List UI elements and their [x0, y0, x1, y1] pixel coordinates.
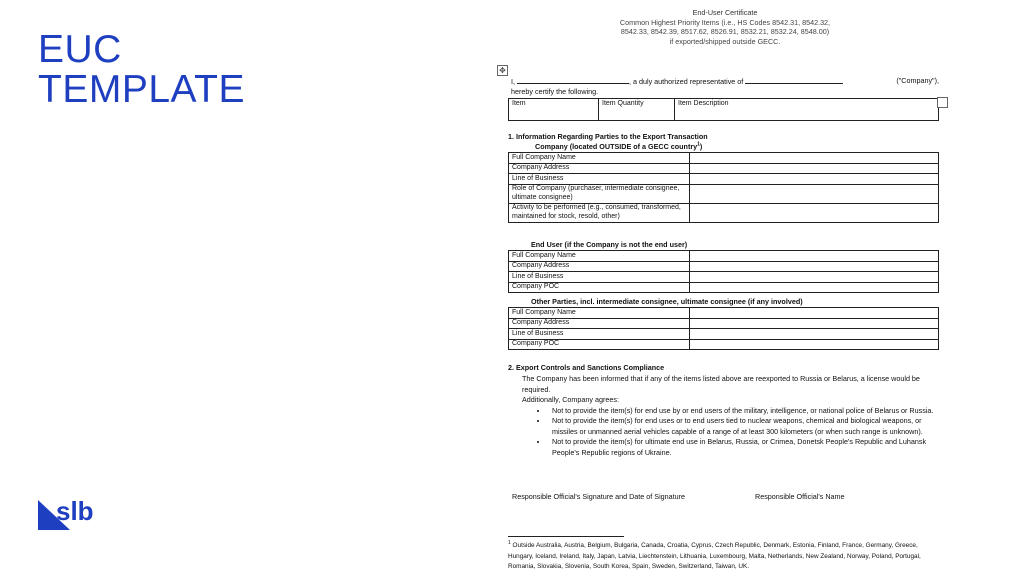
doc-header-line-2: 8542.33, 8542.39, 8517.62, 8526.91, 8532.21, 8532.24, 8548.00) [620, 27, 830, 36]
row-value[interactable] [690, 308, 939, 319]
table-row [509, 184, 939, 203]
table-row [509, 153, 939, 164]
cert-mid: , a duly authorized representative of [629, 77, 744, 86]
section-2-heading: 2. Export Controls and Sanctions Compliance [508, 363, 665, 372]
row-value[interactable] [690, 318, 939, 329]
row-value[interactable] [690, 261, 939, 272]
footnote-mark: 1 [508, 539, 511, 546]
table-resize-handle-icon[interactable] [937, 97, 948, 108]
doc-header-line-1: Common Highest Priority Items (i.e., HS Codes 8542.31, 8542.32, [619, 17, 831, 27]
items-table [508, 98, 939, 121]
row-value[interactable] [690, 153, 939, 164]
section-1-heading: 1. Information Regarding Parties to the Export Transaction [508, 132, 708, 141]
row-label: Company POC [509, 282, 690, 293]
company-blank-line[interactable] [745, 76, 843, 84]
footnote-divider [508, 536, 624, 537]
table-row [509, 163, 939, 174]
row-label: Line of Business [509, 174, 690, 185]
other-parties-subtitle-text: Other Parties, incl. intermediate consignee, ultimate consignee (if any involved) [531, 297, 803, 306]
row-value[interactable] [690, 339, 939, 350]
end-user-subtitle [508, 240, 939, 250]
row-value[interactable] [690, 203, 939, 222]
other-parties-table [508, 307, 939, 350]
title-line-2: TEMPLATE [38, 68, 245, 111]
cert-prefix: I, [511, 77, 515, 86]
official-name-label: Responsible Official's Name [755, 492, 845, 501]
logo-text: slb [56, 496, 94, 526]
footnote-text: Outside Australia, Austria, Belgium, Bulgaria, Canada, Croatia, Cyprus, Czech Republic, Denmark, Estonia, Finland, France, Germany, Greece, Hungary, Iceland, Ireland, Italy, Japan, Latvia, Liechtenstein, Lithuania, Luxembourg, Malta, Netherlands, New Zealand, Norway, Poland, Portugal, Romania, Slovakia, Slovenia, South Korea, Spain, Sweden, Switzerland, Taiwan, UK. [508, 542, 921, 570]
row-value[interactable] [690, 282, 939, 293]
section-1-title [508, 132, 939, 142]
footnote [508, 541, 944, 573]
company-subtitle-text: Company (located OUTSIDE of a GECC country [535, 142, 698, 151]
table-row [509, 308, 939, 319]
agreement-list [522, 406, 940, 459]
other-parties-subtitle [508, 297, 939, 307]
section-2-body [522, 374, 940, 458]
row-label: Company POC [509, 339, 690, 350]
certification-statement [511, 76, 939, 97]
row-value[interactable] [690, 174, 939, 185]
company-table [508, 152, 939, 223]
table-row [509, 272, 939, 283]
doc-header-line-3: if exported/shipped outside GECC. [669, 36, 781, 46]
cert-suffix: ("Company"), [896, 76, 939, 85]
row-label: Company Address [509, 261, 690, 272]
footnote-ref: 1 [697, 141, 700, 148]
table-move-handle-icon[interactable]: ✥ [497, 65, 508, 76]
row-label: Company Address [509, 163, 690, 174]
table-row [509, 174, 939, 185]
signature-label: Responsible Official's Signature and Date of Signature [512, 492, 686, 501]
document-header [500, 8, 950, 46]
table-row [509, 99, 939, 121]
row-label: Line of Business [509, 272, 690, 283]
row-label: Full Company Name [509, 308, 690, 319]
company-subtitle [508, 142, 939, 152]
cert-line-2: hereby certify the following. [511, 87, 599, 96]
section-2-para-1: The Company has been informed that if any of the items listed above are reexported to Russia or Belarus, a license would be required. [522, 374, 920, 394]
table-row [509, 329, 939, 340]
end-user-subtitle-text: End User (if the Company is not the end user) [531, 240, 688, 249]
section-2-title [508, 363, 939, 373]
items-col-item[interactable]: Item [509, 99, 599, 121]
row-value[interactable] [690, 163, 939, 174]
name-blank-line[interactable] [517, 76, 629, 84]
list-item: • Not to provide the item(s) for ultimate end use in Belarus, Russia, or Crimea, Donetsk People's Republic and Luhansk People's Republic regions of Ukraine. [548, 437, 940, 458]
items-col-quantity[interactable]: Item Quantity [599, 99, 675, 121]
slb-logo [36, 492, 116, 532]
end-user-table [508, 250, 939, 293]
row-value[interactable] [690, 184, 939, 203]
doc-title: End-User Certificate [692, 8, 758, 17]
list-item: • Not to provide the item(s) for end uses or to end users tied to nuclear weapons, chemical and biological weapons, or missiles or unmanned aerial vehicles capable of a range of at least 300 kilometers (or when such range is unknown). [548, 416, 940, 437]
row-label: Full Company Name [509, 153, 690, 164]
row-value[interactable] [690, 272, 939, 283]
section-2-para-2: Additionally, Company agrees: [522, 395, 619, 404]
table-row [509, 203, 939, 222]
row-label: Line of Business [509, 329, 690, 340]
row-label: Full Company Name [509, 251, 690, 262]
title-line-1: EUC [38, 28, 122, 71]
row-label: Role of Company (purchaser, intermediate consignee, ultimate consignee) [509, 184, 690, 203]
row-label: Activity to be performed (e.g., consumed, transformed, maintained for stock, resold, other) [509, 203, 690, 222]
list-item: • Not to provide the item(s) for end use by or end users of the military, intelligence, or national police of Belarus or Russia. [548, 406, 940, 417]
table-row [509, 318, 939, 329]
row-label: Company Address [509, 318, 690, 329]
table-row [509, 282, 939, 293]
table-row [509, 261, 939, 272]
slide-title [38, 30, 245, 110]
row-value[interactable] [690, 251, 939, 262]
table-row [509, 339, 939, 350]
company-subtitle-end: ) [699, 142, 703, 151]
items-col-description[interactable]: Item Description [675, 99, 939, 121]
row-value[interactable] [690, 329, 939, 340]
table-row [509, 251, 939, 262]
